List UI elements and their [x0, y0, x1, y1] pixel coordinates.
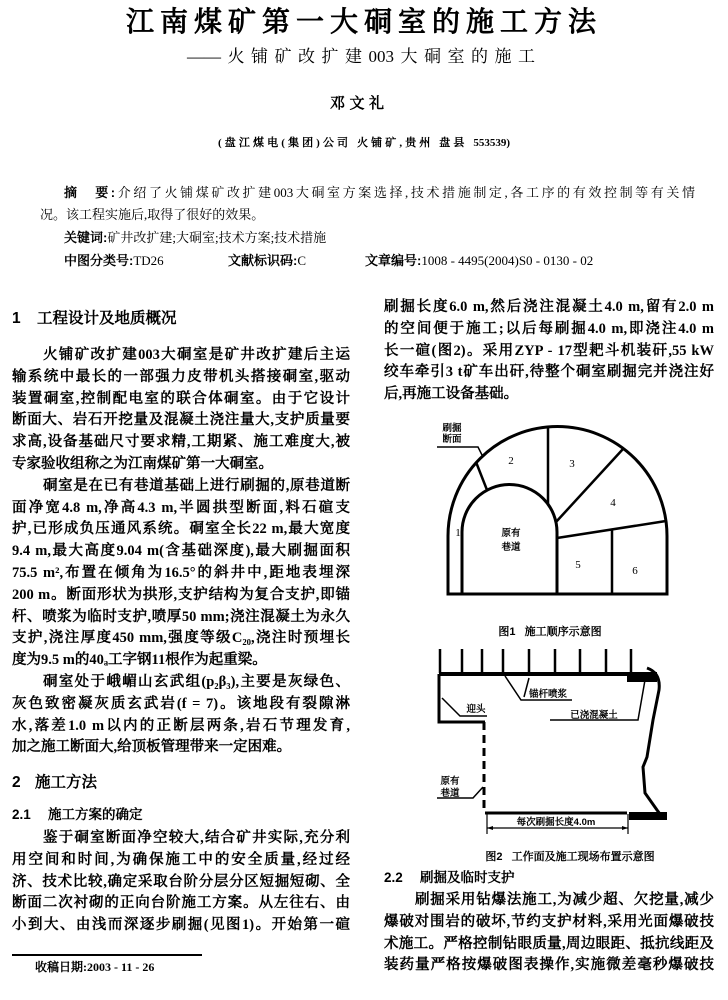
section-title: 施工方法 [35, 774, 98, 791]
section-heading-2-1 [12, 804, 212, 826]
existing-roadway-label: 巷道 [440, 788, 460, 799]
figure-1-caption: 图1 施工顺序示意图 [498, 626, 602, 638]
abstract-line [40, 206, 440, 224]
zone-label: 3 [569, 458, 575, 470]
excavation-length-label: 每次刷掘长度4.0m [516, 817, 596, 828]
body-line: 求高,设备基础尺寸要求精,工期紧、施工难度大,被 [12, 434, 350, 450]
section-title: 刷掘及临时支护 [420, 870, 515, 885]
section-title: 工程设计及地质概况 [37, 310, 177, 327]
body-line: 爆破对围岩的破坏,节约支护材料,采用光面爆破技 [384, 914, 714, 930]
doc-code-label: 文献标识码: [228, 253, 298, 268]
footnote-divider [12, 954, 202, 956]
article-no-label: 文章编号: [365, 253, 422, 268]
clc-value: TD26 [133, 253, 164, 268]
heading-face-label: 迎头 [466, 704, 486, 715]
section-number: 1 [12, 310, 21, 327]
section-number: 2.1 [12, 807, 31, 822]
body-line: 长一碹(图2)。采用ZYP - 17型耙斗机装矸,55 kW [384, 343, 714, 359]
abstract-line [64, 184, 695, 202]
abstract-text: 况。该工程实施后,取得了很好的效果。 [40, 207, 265, 222]
body-line: 断面二次衬砌的正向台阶施工方案。从左往右、由 [12, 895, 350, 911]
doc-code-field [228, 252, 358, 270]
body-line: 绞车牵引3 t矿车出矸,待整个硐室刷掘完并浇注好 [384, 364, 714, 380]
body-line: 200 m。断面形状为拱形,支护结构为复合支护,即锚 [12, 587, 350, 603]
zone-divider [556, 449, 623, 522]
body-line: 支护,浇注厚度450 mm,强度等级C₂₀,浇注时预埋长 [12, 630, 350, 646]
body-line: 专家验收组称之为江南煤矿第一大硐室。 [12, 456, 273, 472]
body-line: 装置硐室,控制配电室的联合体硐室。由于它设计 [12, 391, 350, 407]
body-line: 硐室是在已有巷道基础上进行刷掘的,原巷道断 [43, 478, 350, 494]
keywords-line [64, 229, 464, 247]
section-number: 2 [12, 774, 21, 791]
poured-concrete-roof [627, 672, 657, 682]
keywords-label: 关键词: [64, 230, 108, 245]
body-line: 杆、喷浆为临时支护,喷厚50 mm;浇注混凝土为永久 [12, 609, 350, 625]
body-line: 刷掘采用钻爆法施工,为减少超、欠挖量,减少 [415, 892, 714, 908]
body-line: 输系统中最长的一部强力皮带机头搭接硐室,驱动 [12, 369, 350, 385]
excavation-section-label: 刷掘 [442, 423, 462, 434]
article-no-value: 1008 - 4495(2004)S0 - 0130 - 02 [421, 253, 594, 268]
body-line: 75.5 m²,布置在倾角为16.5°的斜井中,距地表埋深 [12, 565, 350, 581]
bolt-shotcrete-label: 锚杆喷浆 [528, 689, 568, 700]
zone-label: 5 [575, 559, 581, 571]
keywords-text: 矿井改扩建;大硐室;技术方案;技术措施 [107, 230, 327, 245]
body-line: 度为9.5 m的40ₐ工字钢11根作为起重梁。 [12, 652, 267, 668]
clc-label: 中图分类号: [64, 253, 134, 268]
paper-subtitle: ——火铺矿改扩建003大硐室的施工 [187, 47, 535, 66]
article-no-field [365, 252, 665, 270]
poured-concrete-floor [629, 812, 667, 820]
body-line: 鉴于硐室断面净空较大,结合矿井实际,充分利 [43, 830, 350, 846]
paper-title: 江南煤矿第一大硐室的施工方法 [126, 6, 596, 37]
existing-roadway-label: 巷道 [501, 542, 521, 553]
existing-roadway-label: 原有 [501, 528, 521, 539]
section-heading-2 [12, 772, 212, 794]
dimension-arrow [487, 826, 493, 830]
doc-code-value: C [297, 253, 307, 268]
author-affiliation: (盘江煤电(集团)公司 火铺矿,贵州 盘县 553539) [218, 137, 510, 149]
body-line: 面净宽4.8 m,净高4.3 m,半圆拱型断面,料石碹支 [12, 500, 350, 516]
received-date: 收稿日期:2003 - 11 - 26 [35, 960, 155, 974]
author-name: 邓文礼 [330, 96, 384, 112]
body-line: 用空间和时间,为确保施工中的安全质量,经过经 [12, 852, 350, 868]
body-line: 小到大、由浅而深逐步刷掘(见图1)。开始第一碹 [12, 917, 350, 933]
body-line: 护,已形成负压通风系统。硐室全长22 m,最大宽度 [12, 521, 350, 537]
section-heading-2-2 [384, 867, 584, 889]
excavation-section-label: 断面 [442, 434, 462, 445]
body-line: 断面大、岩石开挖量及混凝土浇注量大,支护质量要 [12, 412, 350, 428]
body-line: 济、技术比较,确定采取台阶分层分区短掘短砌、全 [12, 874, 350, 890]
body-line: 的空间便于施工;以后每刷掘4.0 m,即浇注4.0 m [384, 321, 714, 337]
label-leader-line [437, 447, 483, 457]
body-line: 硐室处于峨嵋山玄武组(p₂β₃),主要是灰绿色、 [43, 674, 350, 690]
body-line: 加之施工断面大,给顶板管理带来一定困难。 [12, 739, 292, 755]
body-line: 火铺矿改扩建003大硐室是矿井改扩建后主运 [43, 347, 350, 363]
existing-roadway-label: 原有 [440, 776, 460, 787]
body-line: 9.4 m,最大高度9.04 m(含基础深度),最大刷掘面积 [12, 543, 350, 559]
zone-divider [476, 462, 487, 490]
body-line: 后,再施工设备基础。 [384, 386, 519, 402]
body-line: 术施工。严格控制钻眼质量,周边眼距、抵抗线距及 [384, 936, 714, 952]
existing-roadway-outline [462, 485, 557, 595]
body-line: 刷掘长度6.0 m,然后浇注混凝土4.0 m,留有2.0 m [384, 299, 714, 315]
figure-2-diagram [430, 645, 675, 840]
abstract-text: 介绍了火铺煤矿改扩建003大硐室方案选择,技术措施制定,各工序的有效控制等有关情 [115, 185, 695, 200]
body-line: 灰色致密凝灰质玄武岩(f = 7)。该地段有裂隙淋 [12, 696, 350, 712]
figure-2-caption: 图2 工作面及施工现场布置示意图 [485, 851, 655, 863]
zone-label: 1 [455, 527, 461, 539]
section-heading-1 [12, 308, 312, 330]
body-line: 装药量严格按爆破图表操作,实施微差毫秒爆破技 [384, 957, 714, 973]
body-line: 水,落差1.0 m以内的正断层两条,岩石节理发育, [12, 718, 350, 734]
abstract-label: 摘 要: [64, 185, 116, 200]
dimension-arrow [622, 826, 628, 830]
figure-1-diagram [430, 415, 680, 605]
section-title: 施工方案的确定 [48, 807, 143, 822]
zone-label: 4 [610, 497, 616, 509]
poured-concrete-label: 已浇混凝土 [570, 710, 618, 721]
zone-label: 6 [632, 565, 638, 577]
clc-field [64, 252, 214, 270]
section-number: 2.2 [384, 870, 403, 885]
zone-label: 2 [508, 455, 514, 467]
poured-concrete-wall [643, 668, 663, 818]
anchor-bolts [440, 649, 631, 673]
